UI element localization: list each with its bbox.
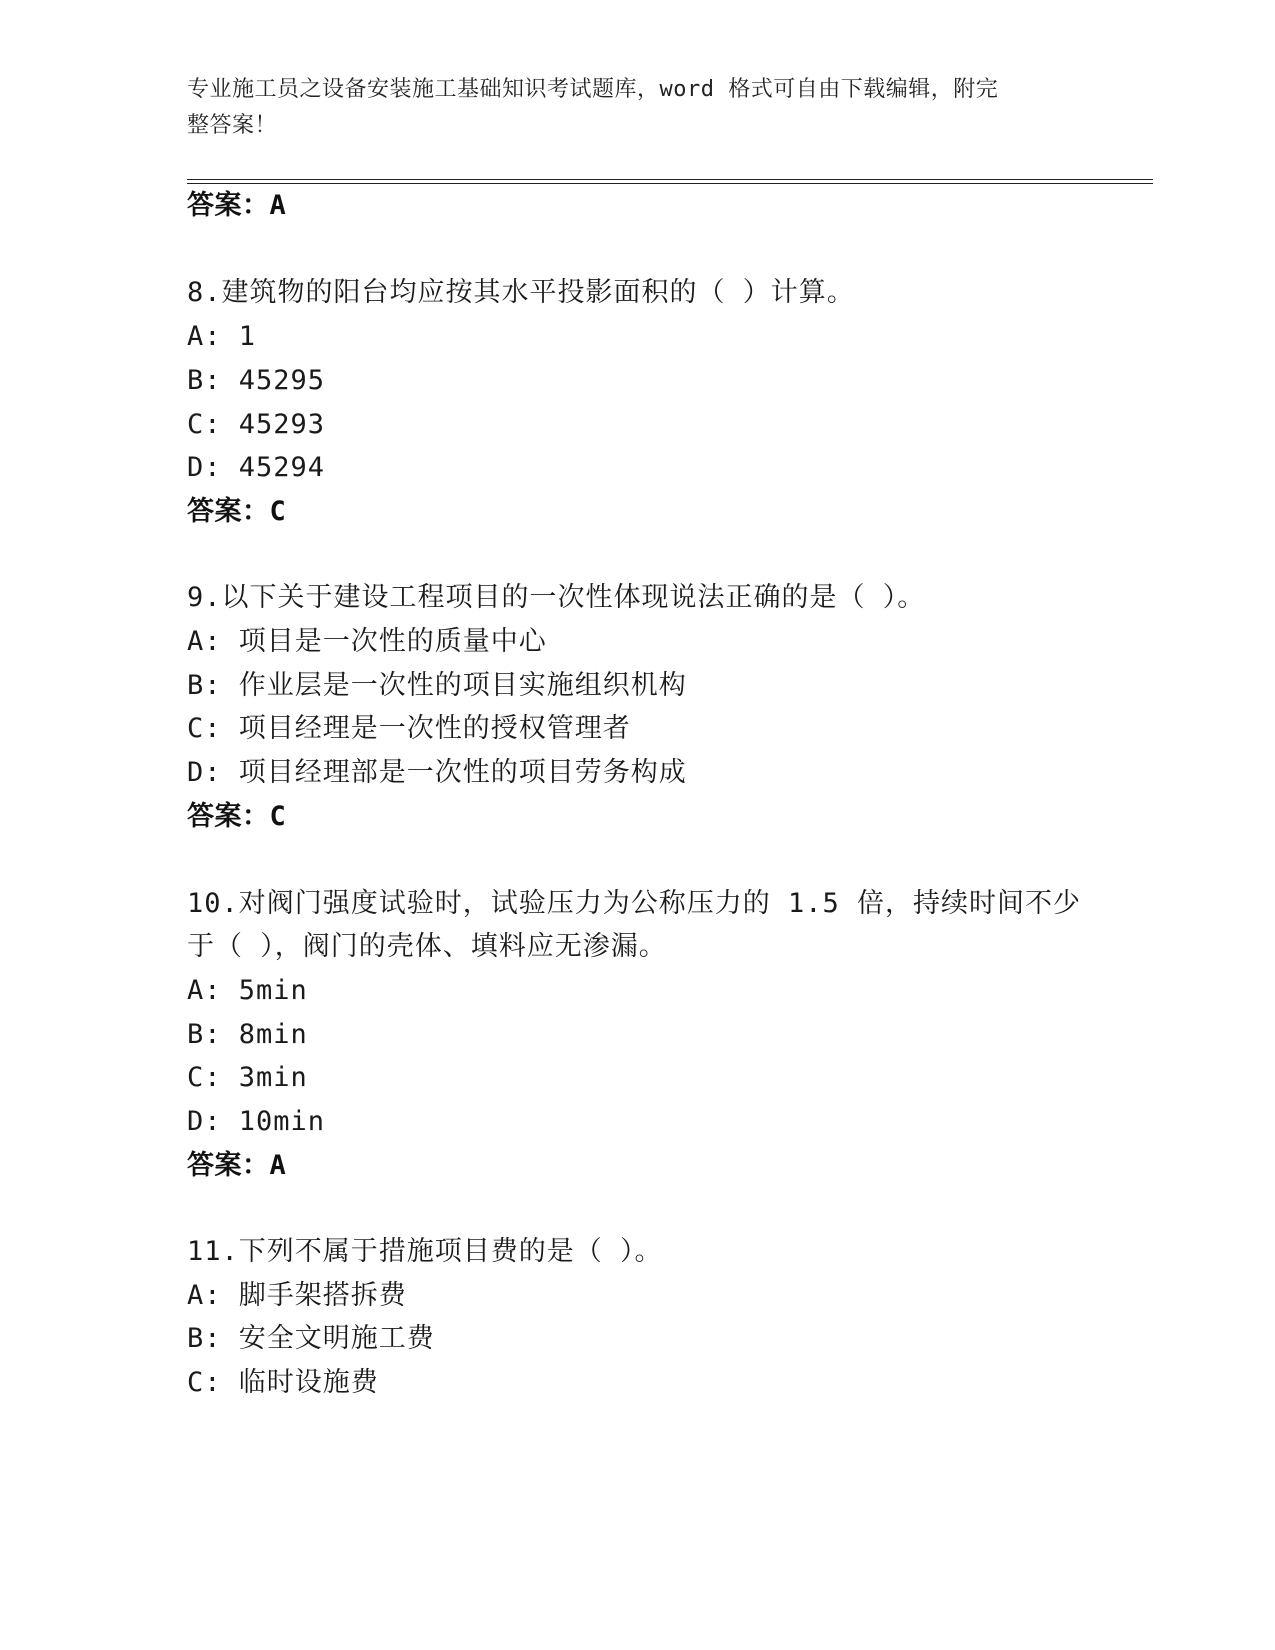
question-8-option-b: B: 45295 <box>187 365 326 396</box>
question-9-answer: 答案：C <box>187 801 287 832</box>
question-10-option-b: B: 8min <box>187 1019 308 1050</box>
question-8-option-a: A: 1 <box>187 321 257 352</box>
question-9-option-b: B: 作业层是一次性的项目实施组织机构 <box>187 670 687 701</box>
question-9-option-c: C: 项目经理是一次性的授权管理者 <box>187 713 631 744</box>
header-line-1: 专业施工员之设备安装施工基础知识考试题库，word 格式可自由下载编辑，附完 <box>187 77 999 102</box>
question-8-answer: 答案：C <box>187 496 287 527</box>
previous-answer: 答案：A <box>187 190 287 221</box>
question-11-stem: 11.下列不属于措施项目费的是（ ）。 <box>187 1236 663 1267</box>
question-9-option-a: A: 项目是一次性的质量中心 <box>187 626 547 657</box>
question-8-option-c: C: 45293 <box>187 409 326 440</box>
question-10-option-a: A: 5min <box>187 975 308 1006</box>
question-10-option-c: C: 3min <box>187 1062 308 1093</box>
question-10-answer: 答案：A <box>187 1150 287 1181</box>
question-9-option-d: D: 项目经理部是一次性的项目劳务构成 <box>187 757 687 788</box>
question-9-stem: 9.以下关于建设工程项目的一次性体现说法正确的是（ ）。 <box>187 582 926 613</box>
question-10-stem-line-1: 10.对阀门强度试验时，试验压力为公称压力的 1.5 倍，持续时间不少 <box>187 888 1082 919</box>
header-line-2: 整答案！ <box>187 113 278 138</box>
document-header <box>187 72 1067 144</box>
question-11-option-c: C: 临时设施费 <box>187 1367 379 1398</box>
question-11-option-b: B: 安全文明施工费 <box>187 1323 435 1354</box>
header-divider <box>187 179 1153 180</box>
question-8-option-d: D: 45294 <box>187 452 326 483</box>
header-divider-second <box>187 183 1153 184</box>
question-10-stem-line-2: 于（ ），阀门的壳体、填料应无渗漏。 <box>187 931 667 962</box>
question-11-option-a: A: 脚手架搭拆费 <box>187 1280 407 1311</box>
question-8-stem: 8.建筑物的阳台均应按其水平投影面积的（ ）计算。 <box>187 277 855 308</box>
question-10-option-d: D: 10min <box>187 1106 326 1137</box>
